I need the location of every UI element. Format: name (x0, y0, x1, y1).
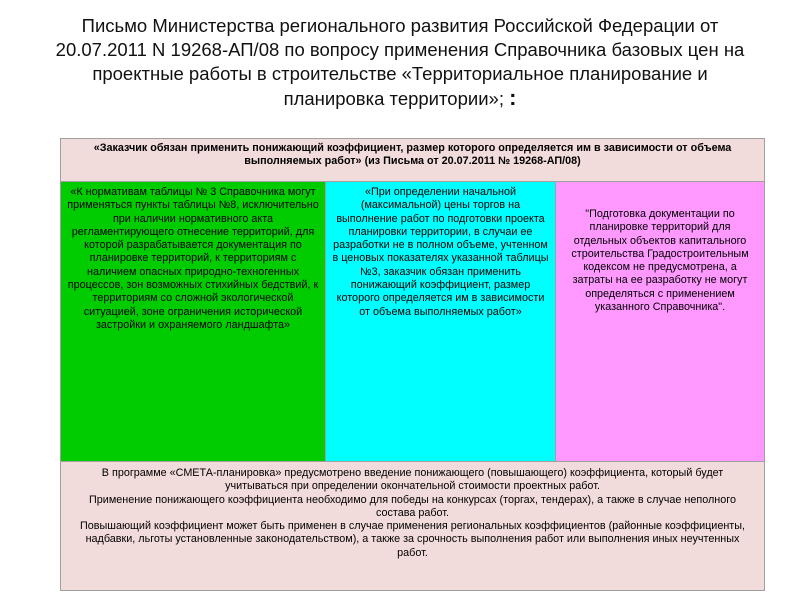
slide-title-colon: : (509, 85, 517, 110)
table-footer-cell (61, 462, 765, 591)
column-cell-norms (61, 182, 326, 462)
footer-paragraph-program: В программе «СМЕТА-планировка» предусмотрено введение понижающего (повышающего) коэффициента, который будет учитываться при определении окончательной стоимости проектных работ. (101, 467, 724, 493)
table-columns-row (61, 182, 765, 462)
table-footer-row (61, 462, 765, 591)
footer-paragraph-reduction: Применение понижающего коэффициента необходимо для победы на конкурсах (торгах, тендерах), а также в случае неполного состава работ. (89, 493, 736, 519)
column-text-tender-price: «При определении начальной (максимальной) цены торгов на выполнение работ по подготовки проекта планировки территории, в случаи ее разработки не в полном объеме, учтенном в ценовых показателях указанной таблицы №3, заказчик обязан применить понижающий коэффициент, размер которого определяется им в зависимости от объема выполняемых работ» (332, 186, 549, 318)
column-text-norms: «К нормативам таблицы № 3 Справочника могут применяться пункты таблицы №8, исключительно при наличии нормативного акта регламентирующего отнесение территорий, для которой разрабатывается документация по планировке территорий, к территориям с наличием опасных природно-техногенных процессов, зон возможных стихийных бедствий, к территориям со сложной экологической ситуацией, зоне ограничения исторической застройки и охраняемого ландшафта» (67, 186, 319, 331)
comparison-table (60, 138, 765, 591)
column-cell-tender-price (326, 182, 556, 462)
column-text-documentation: "Подготовка документации по планировке территорий для отдельных объектов капитального строительства Градостроительным кодексом не предусмотрена, а затраты на ее разработку не могут определяться с применением указанного Справочника". (571, 208, 749, 314)
slide-title (40, 14, 760, 111)
table-header-cell (61, 139, 765, 182)
column-cell-documentation (556, 182, 765, 462)
footer-paragraph-increase: Повышающий коэффициент может быть применен в случае применения региональных коэффициентов (районные коэффициенты, надбавки, льготы установленные законодательством), а также за срочность выполнения работ или выполнения иных неучтенных работ. (80, 520, 745, 559)
slide-title-text: Письмо Министерства регионального развития Российской Федерации от 20.07.2011 N 19268-АП/08 по вопросу применения Справочника базовых цен на проектные работы в строительстве «Территориальное планирование и планировка территории»; (55, 15, 745, 109)
table-header-row (61, 139, 765, 182)
table-header-text: «Заказчик обязан применить понижающий коэффициент, размер которого определяется им в зависимости от объема выполняемых работ» (из Письма от 20.07.2011 № 19268-АП/08) (93, 142, 732, 168)
